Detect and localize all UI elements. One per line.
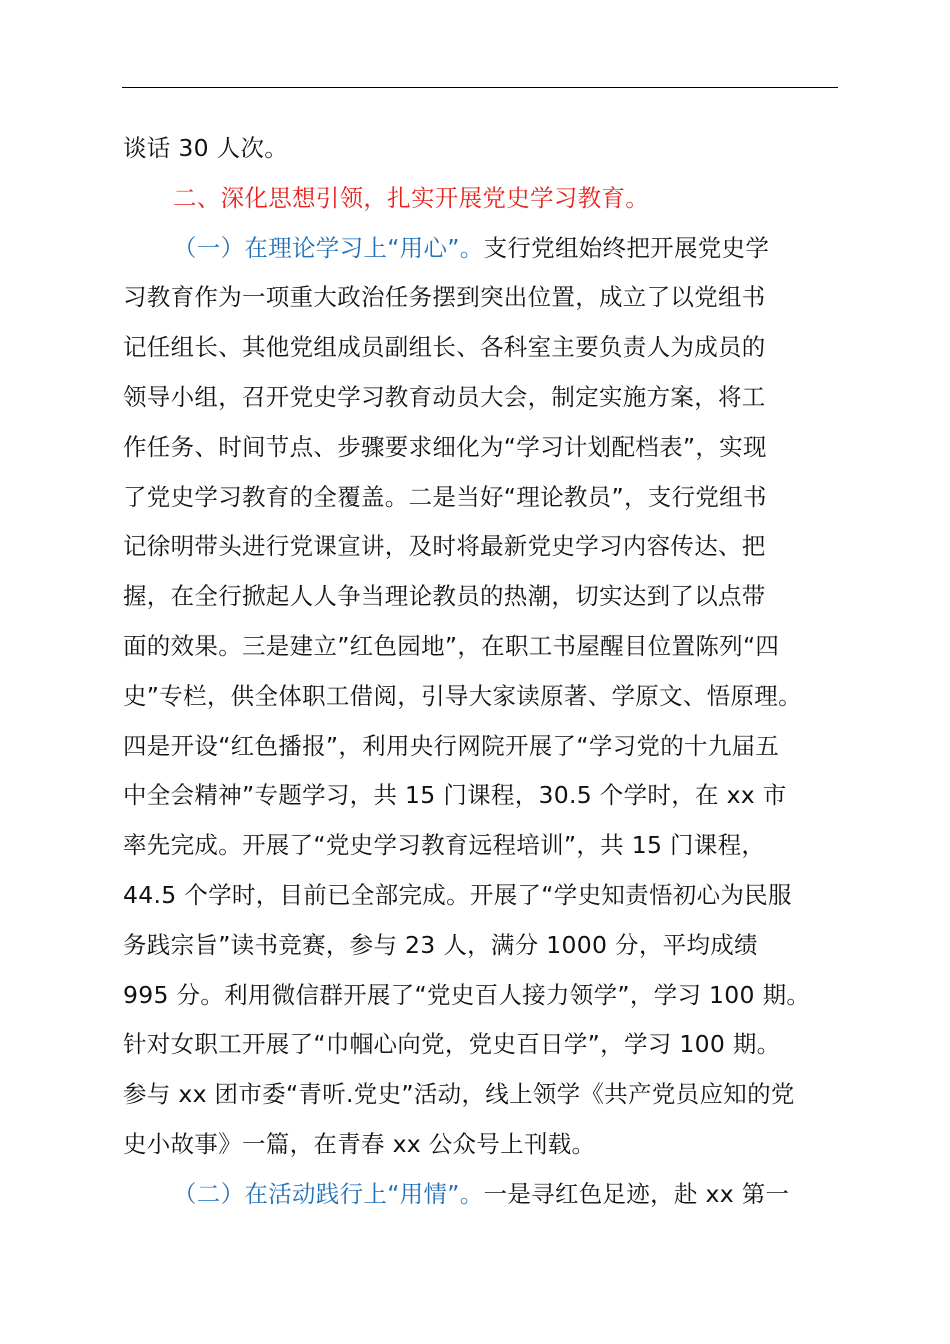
- text-line: 谈话 30 人次。: [123, 134, 289, 162]
- text-line: 面的效果。三是建立”红色园地”，在职工书屋醒目位置陈列“四: [123, 631, 780, 660]
- text-line: 四是开设“红色播报”，利用央行网院开展了“学习党的十九届五: [123, 731, 780, 760]
- header-rule: [122, 87, 838, 88]
- text-line: 中全会精神”专题学习，共 15 门课程，30.5 个学时，在 xx 市: [123, 781, 787, 810]
- text-line: 史小故事》一篇，在青春 xx 公众号上刊载。: [123, 1129, 596, 1158]
- text-span: 支行党组始终把开展党史学: [483, 233, 770, 262]
- text-line: 作任务、时间节点、步骤要求细化为“学习计划配档表”，实现: [123, 432, 767, 461]
- text-line: 参与 xx 团市委“青听.党史”活动，线上领学《共产党员应知的党: [123, 1080, 795, 1109]
- text-line: 率先完成。开展了“党史学习教育远程培训”，共 15 门课程，: [123, 831, 766, 860]
- text-line: 44.5 个学时，目前已全部完成。开展了“学史知责悟初心为民服: [123, 880, 792, 909]
- text-line: 务践宗旨”读书竞赛，参与 23 人，满分 1000 分，平均成绩: [123, 930, 758, 959]
- text-line: 记任组长、其他党组成员副组长、各科室主要负责人为成员的: [123, 333, 766, 362]
- paragraph-start: [123, 1170, 845, 1220]
- subsection-marker: （二）: [173, 1179, 245, 1208]
- subsection-heading: 在活动践行上“用情”。: [244, 1179, 484, 1208]
- text-line: 史”专栏，供全体职工借阅，引导大家读原著、学原文、悟原理。: [123, 681, 802, 710]
- text-line: 995 分。利用微信群开展了“党史百人接力领学”，学习 100 期。: [123, 980, 811, 1009]
- text-line: 习教育作为一项重大政治任务摆到突出位置，成立了以党组书: [123, 283, 766, 312]
- section-heading: 二、深化思想引领，扎实开展党史学习教育。: [173, 183, 649, 212]
- text-line: 针对女职工开展了“巾帼心向党，党史百日学”，学习 100 期。: [123, 1030, 781, 1059]
- paragraph-start: [123, 224, 845, 274]
- text-line: 领导小组，召开党史学习教育动员大会，制定实施方案，将工: [123, 382, 766, 411]
- subsection-heading: 在理论学习上“用心”。: [244, 233, 484, 262]
- text-line: 记徐明带头进行党课宣讲，及时将最新党史学习内容传达、把: [123, 532, 766, 561]
- document-body: [123, 124, 845, 1220]
- text-span: 一是寻红色足迹，赴 xx 第一: [483, 1179, 790, 1208]
- text-line: 了党史学习教育的全覆盖。二是当好“理论教员”，支行党组书: [123, 482, 767, 511]
- subsection-marker: （一）: [173, 233, 245, 262]
- text-line: 握，在全行掀起人人争当理论教员的热潮，切实达到了以点带: [123, 582, 766, 611]
